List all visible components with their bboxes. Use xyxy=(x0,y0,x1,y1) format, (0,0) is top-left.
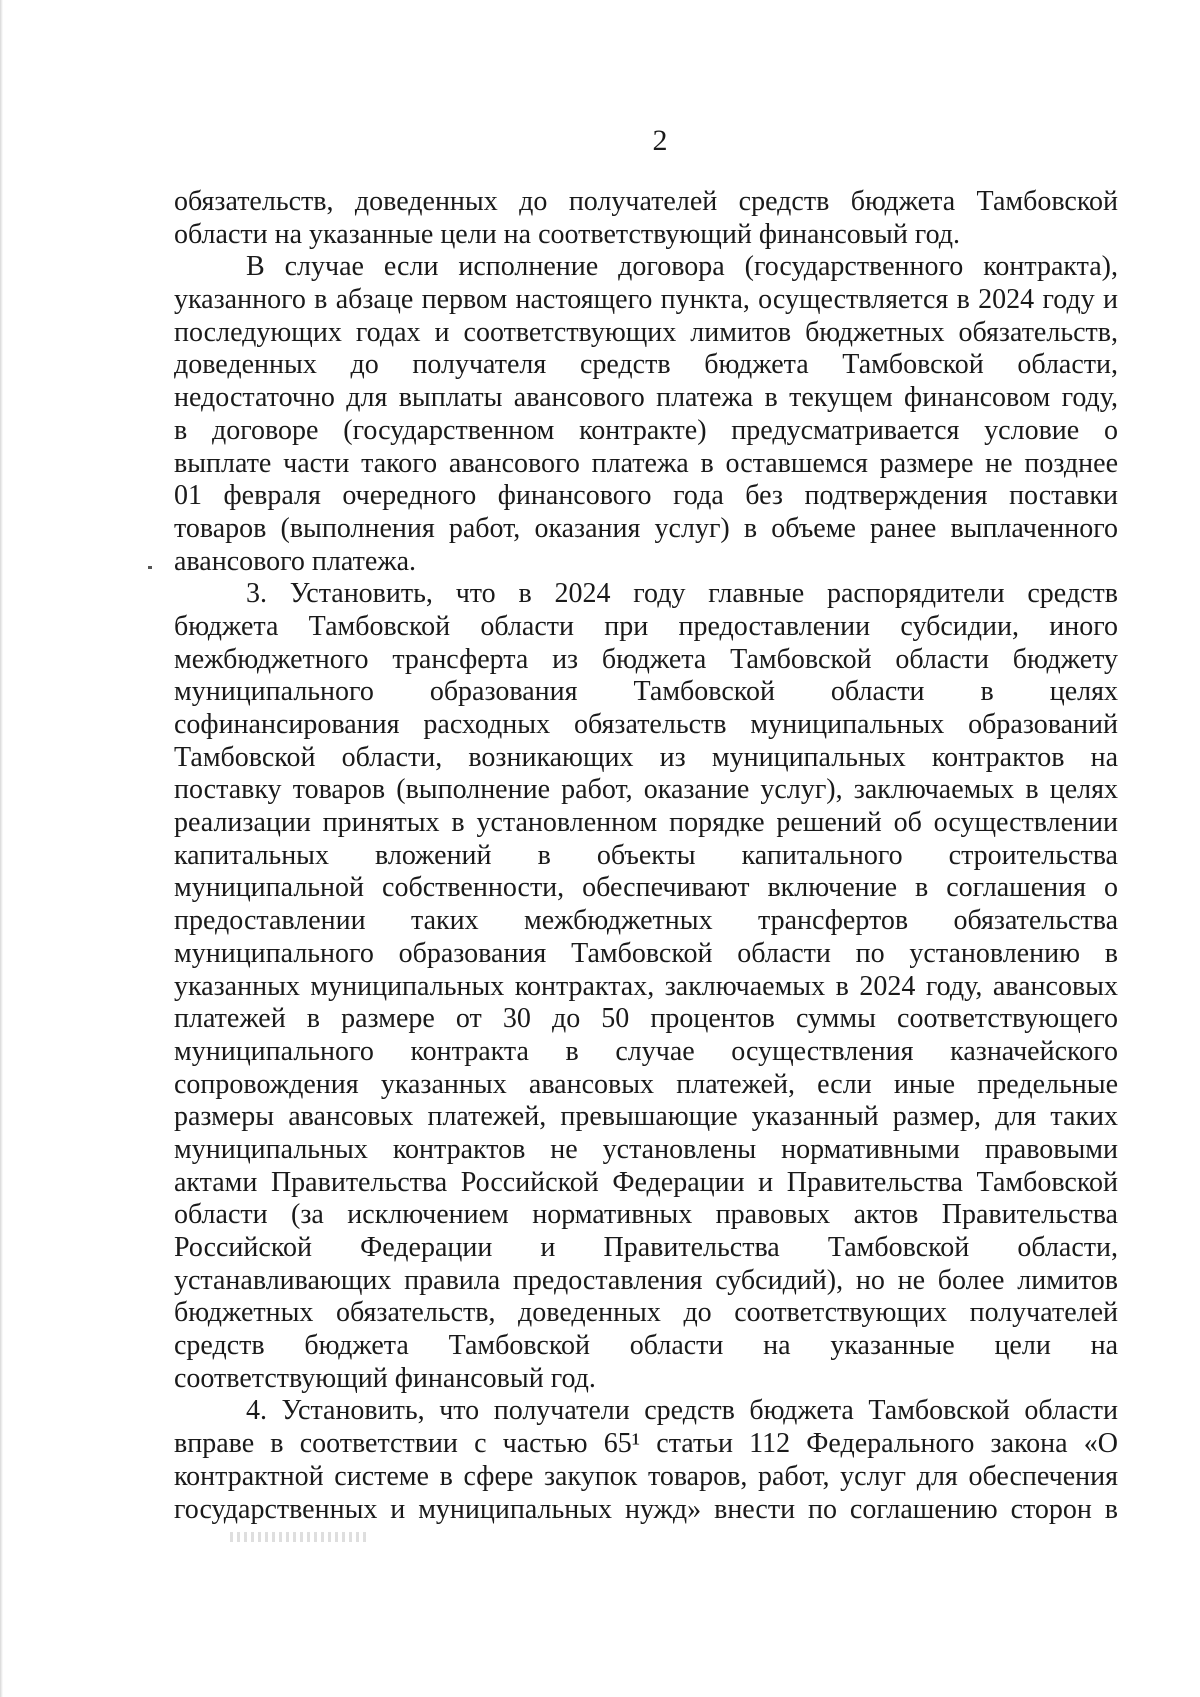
text-line: 4. Установить, что получатели средств бюджета Тамбовской области xyxy=(246,1395,1118,1427)
text-line: поставку товаров (выполнение работ, оказание услуг), заключаемых в целях xyxy=(174,774,1118,806)
text-line: соответствующий финансовый год. xyxy=(174,1362,596,1394)
text-line: указанного в абзаце первом настоящего пункта, осуществляется в 2024 году и xyxy=(174,284,1118,316)
text-line: устанавливающих правила предоставления субсидий), но не более лимитов xyxy=(174,1264,1118,1296)
text-line: указанных муниципальных контрактах, заключаемых в 2024 году, авансовых xyxy=(174,970,1118,1002)
text-line: области (за исключением нормативных правовых актов Правительства xyxy=(174,1199,1118,1231)
page-number: 2 xyxy=(652,124,668,157)
text-line: авансового платежа. xyxy=(174,545,417,577)
scan-edge xyxy=(0,0,3,1697)
text-line: В случае если исполнение договора (государственного контракта), xyxy=(246,251,1118,283)
text-line: вправе в соответствии с частью 65¹ статьи 112 Федерального закона «О xyxy=(174,1428,1118,1460)
faint-stamp xyxy=(230,1532,370,1542)
text-line: 01 февраля очередного финансового года без подтверждения поставки xyxy=(174,480,1118,512)
text-line: доведенных до получателя средств бюджета Тамбовской области, xyxy=(174,349,1118,381)
text-line: размеры авансовых платежей, превышающие указанный размер, для таких xyxy=(174,1101,1118,1133)
text-line: платежей в размере от 30 до 50 процентов суммы соответствующего xyxy=(174,1003,1118,1035)
text-line: муниципального образования Тамбовской области по установлению в xyxy=(174,937,1118,969)
text-line: муниципальной собственности, обеспечивают включение в соглашения о xyxy=(174,872,1118,904)
scan-mark xyxy=(148,566,152,569)
text-line: софинансирования расходных обязательств муниципальных образований xyxy=(174,709,1118,740)
text-line: области на указанные цели на соответствующий финансовый год. xyxy=(174,218,961,250)
text-line: 3. Установить, что в 2024 году главные распорядители средств xyxy=(246,578,1118,610)
text-line: средств бюджета Тамбовской области на указанные цели на xyxy=(174,1330,1118,1362)
text-line: в договоре (государственном контракте) предусматривается условие о xyxy=(174,414,1118,446)
text-line: бюджетных обязательств, доведенных до соответствующих получателей xyxy=(174,1297,1118,1329)
text-line: выплате части такого авансового платежа в оставшемся размере не позднее xyxy=(174,447,1118,479)
text-line: межбюджетного трансферта из бюджета Тамбовской области бюджету xyxy=(174,643,1118,675)
text-line: сопровождения указанных авансовых платежей, если иные предельные xyxy=(174,1068,1118,1100)
text-line: обязательств, доведенных до получателей средств бюджета Тамбовской xyxy=(174,186,1118,217)
text-line: муниципального образования Тамбовской области в целях xyxy=(174,676,1118,708)
text-line: государственных и муниципальных нужд» внести по соглашению сторон в xyxy=(174,1493,1118,1525)
text-line: контрактной системе в сфере закупок товаров, работ, услуг для обеспечения xyxy=(174,1460,1118,1492)
document-body xyxy=(174,186,1118,1526)
text-line: капитальных вложений в объекты капитального строительства xyxy=(174,839,1118,871)
text-line: реализации принятых в установленном порядке решений об осуществлении xyxy=(174,807,1118,839)
text-line: муниципальных контрактов не установлены нормативными правовыми xyxy=(174,1133,1118,1165)
text-line: предоставлении таких межбюджетных трансфертов обязательства xyxy=(174,905,1118,937)
text-line: бюджета Тамбовской области при предоставлении субсидии, иного xyxy=(174,610,1118,642)
text-line: недостаточно для выплаты авансового платежа в текущем финансовом году, xyxy=(174,382,1118,414)
text-line: товаров (выполнения работ, оказания услуг) в объеме ранее выплаченного xyxy=(174,512,1118,544)
text-line: Тамбовской области, возникающих из муниципальных контрактов на xyxy=(174,741,1118,773)
text-line: актами Правительства Российской Федерации и Правительства Тамбовской xyxy=(174,1166,1118,1198)
text-line: муниципального контракта в случае осуществления казначейского xyxy=(174,1035,1118,1067)
text-line: Российской Федерации и Правительства Тамбовской области, xyxy=(174,1232,1118,1263)
text-line: последующих годах и соответствующих лимитов бюджетных обязательств, xyxy=(174,316,1118,348)
